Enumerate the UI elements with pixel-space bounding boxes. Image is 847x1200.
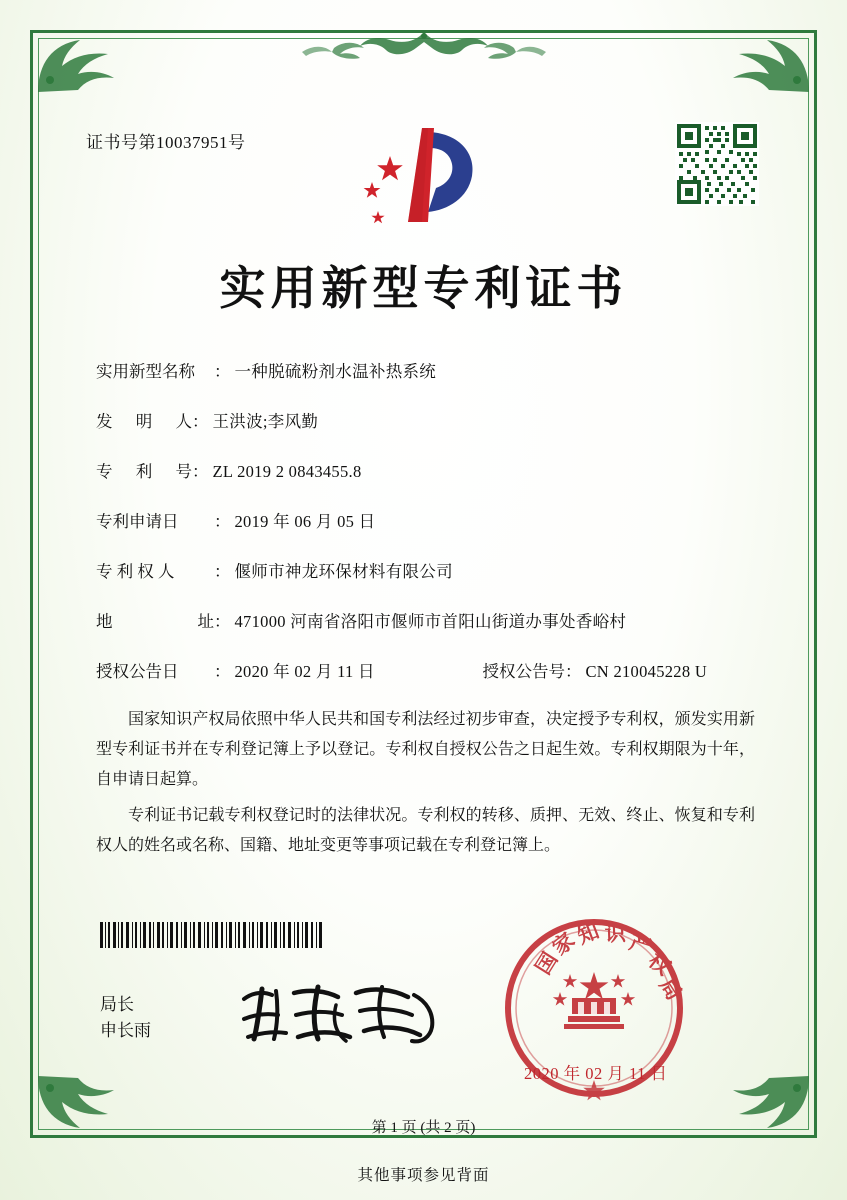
top-flourish-ornament <box>274 26 574 70</box>
field-colon: ： <box>214 612 231 631</box>
field-colon: ： <box>192 462 209 481</box>
certificate-fields <box>96 358 757 708</box>
field-row-patent-number <box>96 458 757 482</box>
field-colon: ： <box>214 562 231 581</box>
field-value-application-date: 2019 年 06 月 05 日 <box>234 512 376 531</box>
barcode-icon <box>100 922 322 948</box>
page-title: 实用新型专利证书 <box>219 261 628 315</box>
field-value-patent-number: ZL 2019 2 0843455.8 <box>212 462 362 481</box>
director-title-label: 局长 <box>100 995 134 1014</box>
back-side-note: 其他事项参见背面 <box>357 1167 490 1184</box>
field-value-patentee: 偃师市神龙环保材料有限公司 <box>234 562 453 581</box>
svg-text:家: 家 <box>547 927 580 960</box>
field-row-grant-announcement <box>96 658 757 682</box>
field-label-char: 人 <box>175 412 192 431</box>
field-label <box>96 408 192 432</box>
field-label-char: 发 <box>96 412 113 431</box>
director-name-label: 申长雨 <box>100 1021 151 1040</box>
qr-code-icon <box>675 122 759 206</box>
field-row-utility-model-name <box>96 358 757 382</box>
field-colon: ： <box>565 662 582 681</box>
field-value-grant-number: CN 210045228 U <box>585 662 708 681</box>
paragraph-grant-statement: 国家知识产权局依照中华人民共和国专利法经过初步审查，决定授予专利权，颁发实用新型专利证书并在专利登记簿上予以登记。专利权自授权公告之日起生效。专利权期限为十年，自申请日起算。 <box>96 711 755 788</box>
page-indicator: 第 1 页 (共 2 页) <box>371 1120 476 1136</box>
svg-text:权: 权 <box>643 947 676 980</box>
field-label-char: 利 <box>135 462 153 481</box>
field-value-address: 471000 河南省洛阳市偃师市首阳山街道办事处香峪村 <box>234 612 627 631</box>
field-label <box>96 608 214 632</box>
field-colon: ： <box>214 662 231 681</box>
field-value-grant-date: 2020 年 02 月 11 日 <box>234 662 375 681</box>
field-colon: ： <box>214 512 231 531</box>
field-label-char: 专 <box>96 462 113 481</box>
field-row-patentee <box>96 558 757 582</box>
signature-labels <box>100 992 151 1044</box>
field-value-utility-model-name: 一种脱硫粉剂水温补热系统 <box>234 362 437 381</box>
field-label: 实用新型名称 <box>96 362 195 381</box>
svg-text:产: 产 <box>626 928 655 960</box>
field-label: 专 利 权 人 <box>96 562 175 581</box>
field-row-address <box>96 608 757 632</box>
field-label-char: 地 <box>96 612 113 631</box>
field-label <box>96 458 192 482</box>
svg-text:国: 国 <box>530 947 563 979</box>
field-label-char: 址 <box>197 612 214 631</box>
handwritten-signature <box>232 975 452 1055</box>
field-colon: ： <box>192 412 209 431</box>
field-label-grant-number: 授权公告号 <box>482 662 565 681</box>
field-label-char: 号 <box>175 462 192 481</box>
paragraph-registry-statement: 专利证书记载专利权登记时的法律状况。专利权的转移、质押、无效、终止、恢复和专利权人的姓名或名称、国籍、地址变更等事项记载在专利登记簿上。 <box>96 807 755 854</box>
seal-date: 2020 年 02 月 11 日 <box>524 1064 668 1083</box>
field-row-application-date <box>96 508 757 532</box>
svg-text:知: 知 <box>573 917 603 949</box>
field-label: 专利申请日 <box>96 512 179 531</box>
field-value-inventor: 王洪波;李风勤 <box>212 412 319 431</box>
field-label-char: 明 <box>135 412 153 431</box>
field-colon: ： <box>214 362 231 381</box>
svg-text:识: 识 <box>604 920 627 946</box>
legal-text-block <box>96 705 755 867</box>
svg-text:局: 局 <box>654 973 688 1005</box>
cnipa-emblem-icon <box>356 118 486 230</box>
field-row-inventor <box>96 408 757 432</box>
field-label-grant-date: 授权公告日 <box>96 662 179 681</box>
certificate-number: 证书号第10037951号 <box>86 133 246 152</box>
